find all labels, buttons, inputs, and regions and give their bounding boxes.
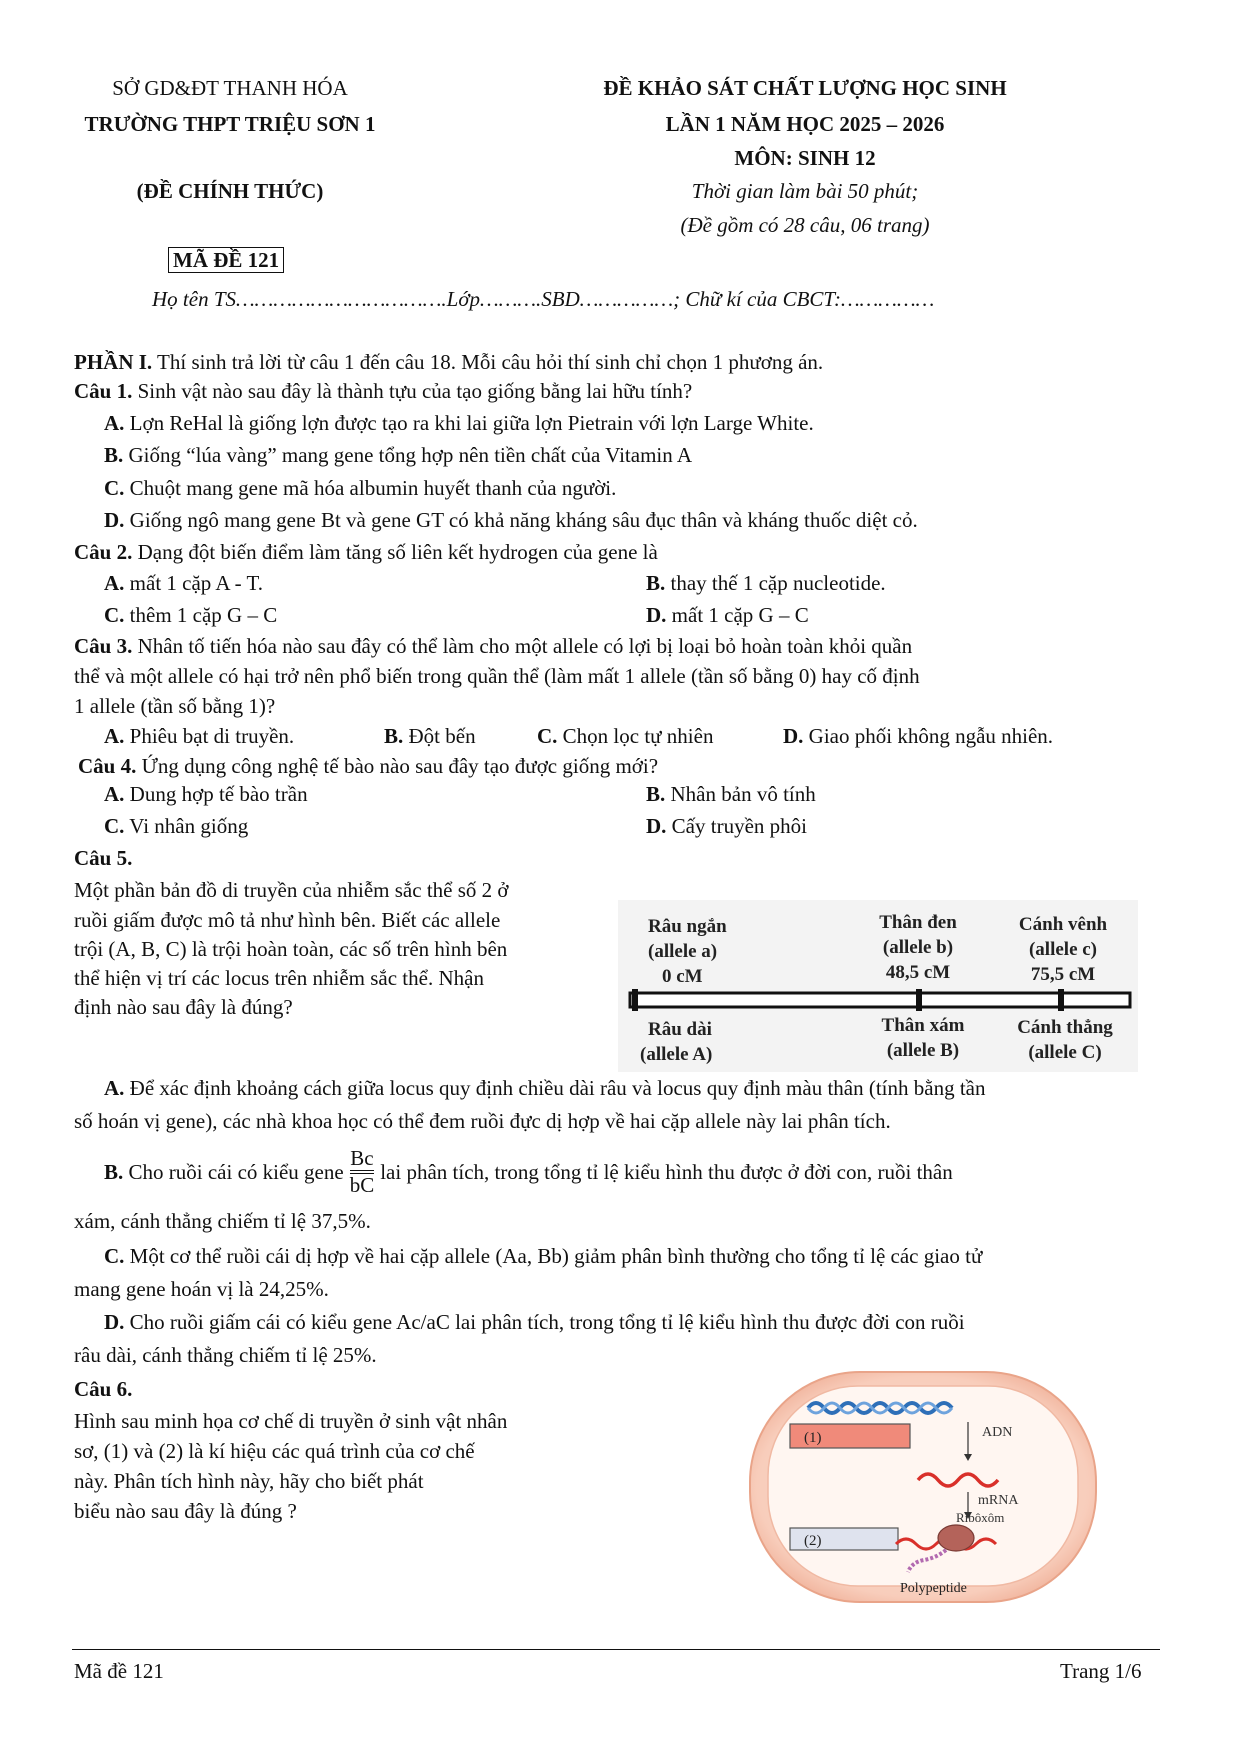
candidate-info-line: Họ tên TS…………………………….Lớp……….SBD……………; Chữ kí của CBCT:…………… <box>152 287 935 311</box>
official-label: (ĐỀ CHÍNH THỨC) <box>136 179 324 203</box>
locus-b-recessive-allele: (allele b) <box>882 937 954 958</box>
chromosome-bar <box>630 993 1130 1007</box>
exam-title: ĐỀ KHẢO SÁT CHẤT LƯỢNG HỌC SINH <box>603 76 1007 100</box>
q6-stem-line3: này. Phân tích hình này, hãy cho biết phát <box>74 1469 424 1493</box>
locus-a-dominant-name: Râu dài <box>648 1019 712 1040</box>
q2-stem: Câu 2. Dạng đột biến điểm làm tăng số liên kết hydrogen của gene là <box>74 540 658 564</box>
q2-option-a: A. mất 1 cặp A - T. <box>104 571 264 595</box>
q4-option-b: B. Nhân bản vô tính <box>646 782 816 806</box>
exam-pages: (Đề gồm có 28 câu, 06 trang) <box>680 213 930 237</box>
marker-a <box>632 989 638 1011</box>
q2-option-b: B. thay thế 1 cặp nucleotide. <box>646 571 886 595</box>
q3-option-c: C. Chọn lọc tự nhiên <box>537 724 714 748</box>
dna-label: ADN <box>982 1425 1013 1440</box>
marker-b <box>916 989 922 1011</box>
q5-stem-line3: trội (A, B, C) là trội hoàn toàn, các số trên hình bên <box>74 937 508 961</box>
q4-option-c: C. Vi nhân giống <box>104 814 249 838</box>
mrna-label: mRNA <box>978 1493 1019 1508</box>
q6-label: Câu 6. <box>74 1377 133 1401</box>
exam-code-box <box>168 248 284 273</box>
q5-option-a-line1: A. Để xác định khoảng cách giữa locus quy định chiều dài râu và locus quy định màu thân (tính bằng tần <box>104 1076 986 1100</box>
q5-stem-line2: ruồi giấm được mô tả như hình bên. Biết các allele <box>74 908 501 932</box>
footer-page-number: Trang 1/6 <box>1060 1659 1142 1683</box>
genotype-fraction: $\frac{Bc}{bC}$ <box>349 1146 375 1197</box>
q1-option-a: A. Lợn ReHal là giống lợn được tạo ra khi lai giữa lợn Pietrain với lợn Large White. <box>104 411 814 435</box>
part1-label: PHẦN I. <box>74 350 153 374</box>
locus-a-recessive-name: Râu ngắn <box>648 916 727 937</box>
school-name: TRƯỜNG THPT TRIỆU SƠN 1 <box>84 112 376 136</box>
q2-option-c: C. thêm 1 cặp G – C <box>104 603 278 627</box>
polypeptide-label: Polypeptide <box>900 1581 967 1596</box>
locus-c-position: 75,5 cM <box>1030 964 1096 985</box>
exam-code: MÃ ĐỀ 121 <box>168 247 284 273</box>
q3-stem-line2: thể và một allele có hại trở nên phổ biến trong quần thể (làm mất 1 allele (tần số bằng 0) hay cố định <box>74 664 920 688</box>
ribosome-label: Ribôxôm <box>956 1510 1005 1525</box>
part1-text: Thí sinh trả lời từ câu 1 đến câu 18. Mỗi câu hỏi thí sinh chỉ chọn 1 phương án. <box>152 350 824 374</box>
q3-option-d: D. Giao phối không ngẫu nhiên. <box>783 724 1054 748</box>
q5-option-b-line2: xám, cánh thẳng chiếm tỉ lệ 37,5%. <box>74 1209 371 1233</box>
q3-stem-line3: 1 allele (tần số bằng 1)? <box>74 694 276 718</box>
locus-a-position: 0 cM <box>662 966 703 987</box>
genetic-map-figure <box>618 900 1138 1072</box>
q5-option-d-line1: D. Cho ruồi giấm cái có kiểu gene Ac/aC lai phân tích, trong tổng tỉ lệ kiểu hình thu được đời con ruồi <box>104 1310 965 1334</box>
prokaryote-gene-expression-figure <box>746 1368 1100 1606</box>
q3-option-b: B. Đột bến <box>384 724 476 748</box>
q1-stem <box>74 378 692 404</box>
locus-b-recessive-name: Thân đen <box>879 912 957 933</box>
ribosome-shape <box>938 1525 974 1551</box>
locus-b-dominant-name: Thân xám <box>881 1015 965 1036</box>
locus-a-dominant-allele: (allele A) <box>640 1044 713 1065</box>
locus-c-dominant-name: Cánh thẳng <box>1017 1017 1113 1038</box>
school-department: SỞ GD&ĐT THANH HÓA <box>112 76 348 100</box>
q6-stem-line2: sơ, (1) và (2) là kí hiệu các quá trình của cơ chế <box>74 1439 475 1463</box>
q3-option-a: A. Phiêu bạt di truyền. <box>104 724 295 748</box>
locus-c-dominant-allele: (allele C) <box>1028 1042 1102 1063</box>
q5-option-c-line2: mang gene hoán vị là 24,25%. <box>74 1277 329 1301</box>
exam-round: LẦN 1 NĂM HỌC 2025 – 2026 <box>665 112 945 136</box>
q2-option-d: D. mất 1 cặp G – C <box>646 603 809 627</box>
q6-stem-line1: Hình sau minh họa cơ chế di truyền ở sinh vật nhân <box>74 1409 508 1433</box>
locus-b-position: 48,5 cM <box>885 962 951 983</box>
q4-stem: Câu 4. Ứng dụng công nghệ tế bào nào sau đây tạo được giống mới? <box>78 754 659 778</box>
exam-subject: MÔN: SINH 12 <box>734 146 876 170</box>
q3-stem-line1: Câu 3. Nhân tố tiến hóa nào sau đây có thể làm cho một allele có lợi bị loại bỏ hoàn toàn khỏi quần <box>74 634 913 658</box>
locus-b-dominant-allele: (allele B) <box>886 1040 960 1061</box>
exam-time: Thời gian làm bài 50 phút; <box>691 179 919 203</box>
q5-option-b-line1: B. Cho ruồi cái có kiểu gene $\frac{Bc}{bC}$ lai phân tích, trong tổng tỉ lệ kiểu hình thu được ở đời con, ruồi thân <box>104 1146 953 1197</box>
q1-option-b: B. Giống “lúa vàng” mang gene tổng hợp nên tiền chất của Vitamin A <box>104 443 692 467</box>
q5-stem-line4: thể hiện vị trí các locus trên nhiễm sắc thể. Nhận <box>74 966 484 990</box>
q5-option-d-line2: râu dài, cánh thẳng chiếm tỉ lệ 25%. <box>74 1343 377 1367</box>
process-1-label: (1) <box>804 1430 822 1446</box>
q1-option-c: C. Chuột mang gene mã hóa albumin huyết thanh của người. <box>104 476 617 500</box>
q5-stem-line1: Một phần bản đồ di truyền của nhiễm sắc thể số 2 ở <box>74 878 509 902</box>
q5-stem-line5: định nào sau đây là đúng? <box>74 995 293 1019</box>
q5-option-c-line1: C. Một cơ thể ruồi cái dị hợp về hai cặp allele (Aa, Bb) giảm phân bình thường cho tổng tỉ lệ các giao tử <box>104 1244 983 1268</box>
q4-option-d: D. Cấy truyền phôi <box>646 814 807 838</box>
locus-c-recessive-name: Cánh vênh <box>1018 914 1108 935</box>
q1-option-d: D. Giống ngô mang gene Bt và gene GT có khả năng kháng sâu đục thân và kháng thuốc diệt cỏ. <box>104 508 918 532</box>
marker-c <box>1058 989 1064 1011</box>
part1-instruction <box>74 349 823 375</box>
footer-exam-code: Mã đề 121 <box>74 1659 164 1683</box>
q4-option-a: A. Dung hợp tế bào trần <box>104 782 308 806</box>
cell-inner <box>768 1386 1078 1586</box>
locus-c-recessive-allele: (allele c) <box>1028 939 1098 960</box>
q6-stem-line4: biểu nào sau đây là đúng ? <box>74 1499 297 1523</box>
q1-text: Sinh vật nào sau đây là thành tựu của tạo giống bằng lai hữu tính? <box>132 379 693 403</box>
q5-option-a-line2: số hoán vị gene), các nhà khoa học có thể đem ruồi đực dị hợp về hai cặp allele này lai phân tích. <box>74 1109 891 1133</box>
q5-label: Câu 5. <box>74 846 133 870</box>
process-2-label: (2) <box>804 1533 822 1549</box>
q1-label: Câu 1. <box>74 379 133 403</box>
locus-a-recessive-allele: (allele a) <box>648 941 718 962</box>
footer-rule <box>72 1649 1160 1650</box>
